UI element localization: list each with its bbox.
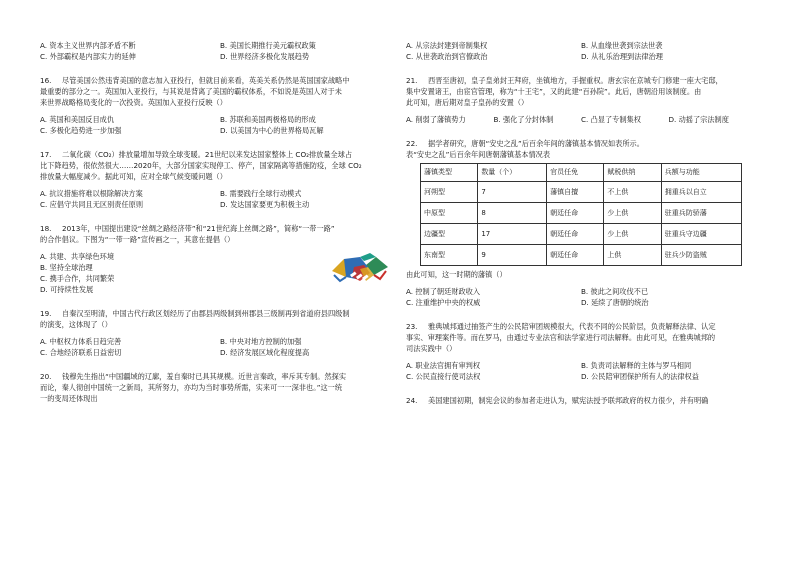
table-cell: 东南型 — [421, 245, 478, 266]
question-stem: 来世界战略格局变化的一次投资。英国加入亚投行反映（） — [40, 98, 227, 107]
table-cell: 朝廷任命 — [547, 224, 604, 245]
table-cell: 不上供 — [604, 182, 661, 203]
table-row — [421, 245, 742, 266]
option-c[interactable]: C. 合地经济联系日益密切 — [40, 348, 122, 357]
option-d[interactable]: D. 以美国为中心的世界格局瓦解 — [220, 126, 324, 135]
question-19 — [40, 308, 400, 330]
table-cell: 17 — [478, 224, 547, 245]
option-c[interactable]: C. 携手合作，共同繁荣 — [40, 274, 115, 283]
table-cell: 上供 — [604, 245, 661, 266]
question-22 — [406, 138, 756, 160]
question-stem: 自秦汉至明清，中国古代行政区划经历了由郡县两级制到州郡县三级制再到省道府县四级制 — [62, 309, 350, 318]
question-number: 18. — [40, 224, 52, 233]
option-c[interactable]: C. 注重维护中央的权威 — [406, 298, 481, 307]
table-cell: 少上供 — [604, 224, 661, 245]
table-header-row — [421, 164, 742, 182]
table-cell: 驻重兵守边疆 — [661, 224, 741, 245]
question-number: 16. — [40, 76, 52, 85]
question-number: 23. — [406, 322, 418, 331]
option-d[interactable]: D. 延续了唐朝的统治 — [581, 298, 649, 307]
question-23 — [406, 321, 756, 354]
question-stem: 由此可知，这一时期的藩镇（） — [406, 270, 507, 279]
question-16 — [40, 75, 400, 108]
question-stem: 一的变局还体现出 — [40, 394, 98, 403]
fanzhen-table — [420, 163, 742, 266]
question-stem: 尽管美国公然违背美国的意志加入亚投行，但就目前来看，英美关系仍然是英国国家战略中 — [62, 76, 350, 85]
option-row — [40, 51, 400, 62]
question-stem: 2013年，中国提出建设“丝绸之路经济带”和“21世纪海上丝绸之路”，简称“一带一路” — [62, 224, 335, 233]
option-c[interactable]: C. 公民直接行使司法权 — [406, 372, 481, 381]
question-stem: 钱穆先生指出“中国疆域的辽廓，羞自秦时已具其规模。近世言秦政，率斥其专制。然探实 — [62, 372, 347, 381]
option-c[interactable]: C. 从世袭政治到官僚政治 — [406, 52, 488, 61]
option-c[interactable]: C. 应倡守共同且无区别责任原则 — [40, 200, 144, 209]
question-number: 22. — [406, 139, 418, 148]
option-c[interactable]: C. 多极化趋势进一步加强 — [40, 126, 122, 135]
option-d[interactable]: D. 动摇了宗法制度 — [668, 115, 729, 124]
option-d[interactable]: D. 公民陪审团保护所有人的法律权益 — [581, 372, 699, 381]
question-stem: 据学者研究，唐朝“安史之乱”后百余年间的藩镇基本情况如表所示。 — [428, 139, 644, 148]
question-stem: 雅典城邦通过抽签产生的公民陪审团规模很大，代表不同的公民阶层，负责解释法律、认定 — [428, 322, 716, 331]
question-stem: 西晋至唐初，皇子皇弟封王拜府，坐镇地方，手握重权。唐玄宗在京城专门修建一座大宅邸， — [428, 76, 723, 85]
table-cell: 驻重兵防骄藩 — [661, 203, 741, 224]
option-a[interactable]: A. 控制了朝廷财政收入 — [406, 287, 481, 296]
option-a[interactable]: A. 职业法官拥有审判权 — [406, 361, 481, 370]
question-stem: 的合作倡议。下图为“一带一路”宣传画之一，其意在提倡（） — [40, 235, 235, 244]
option-a[interactable]: A. 从宗法封建到帝制集权 — [406, 41, 488, 50]
question-stem: 集中安置诸王，由宦官管理，称为“十王宅”，又的此建“百孙院”。此后，唐朝沿用该制度。由 — [406, 87, 702, 96]
option-b[interactable]: B. 需要践行全球行动模式 — [220, 189, 302, 198]
option-d[interactable]: D. 发达国家要更为积极主动 — [220, 200, 310, 209]
question-number: 20. — [40, 372, 52, 381]
table-cell: 朝廷任命 — [547, 245, 604, 266]
option-a[interactable]: A. 抗议措施将难以根除解决方案 — [40, 189, 143, 198]
option-c[interactable]: C. 外部霸权是内部实力的延伸 — [40, 52, 136, 61]
option-a[interactable]: A. 削弱了藩镇势力 — [406, 115, 466, 124]
option-b[interactable]: B. 彼此之间攻伐不已 — [581, 287, 649, 296]
question-number: 17. — [40, 150, 52, 159]
table-header-cell: 兵额与功能 — [661, 164, 741, 182]
table-header-cell: 数量（个） — [478, 164, 547, 182]
table-cell: 边疆型 — [421, 224, 478, 245]
option-b[interactable]: B. 强化了分封体制 — [493, 115, 554, 124]
question-stem: 比下降趋势，很依然很大……2020年，大部分国家实现停工、停产，国家隔离等措施防疫，全球 CO₂ — [40, 161, 362, 170]
table-cell: 少上供 — [604, 203, 661, 224]
option-d[interactable]: D. 从礼乐治理到法律治理 — [581, 52, 663, 61]
question-21 — [406, 75, 756, 108]
question-stem: 美国建国初期，制宪会议的参加者走进认为，赋宪法授予联邦政府的权力很少，并有明确 — [428, 396, 709, 405]
table-cell: 河朔型 — [421, 182, 478, 203]
table-cell: 8 — [478, 203, 547, 224]
question-20 — [40, 371, 400, 404]
question-24 — [406, 395, 756, 406]
question-stem: 排放量大幅度减少。据此可知，应对全球气候变暖问题（） — [40, 172, 227, 181]
question-number: 24. — [406, 396, 418, 405]
question-stem: 最重要的部分之一。英国加入亚投行，与其说是背离了美国的霸权体系，不如说是英国人对于未 — [40, 87, 342, 96]
table-row — [421, 203, 742, 224]
option-b[interactable]: B. 中央对地方控制的加强 — [220, 337, 302, 346]
table-cell: 9 — [478, 245, 547, 266]
question-stem: 的演变，这体现了（） — [40, 320, 112, 329]
table-cell: 7 — [478, 182, 547, 203]
table-header-cell: 赋税供纳 — [604, 164, 661, 182]
right-column — [406, 40, 756, 406]
question-stem: 二氧化碳（CO₂）排放量增加导致全球变暖。21世纪以来发达国家整体上 CO₂排放量全球占 — [62, 150, 353, 159]
option-c[interactable]: C. 凸显了专制集权 — [581, 115, 641, 124]
question-stem: 事实、审理案件等。而在罗马，由通过专业法官和法学家进行司法解释。由此可见，在雅典城邦的 — [406, 333, 716, 342]
table-cell: 中原型 — [421, 203, 478, 224]
belt-and-road-handshake-logo — [330, 245, 390, 293]
option-a[interactable]: A. 中枢权力体系日趋完善 — [40, 337, 122, 346]
table-header-cell: 官员任免 — [547, 164, 604, 182]
question-stem: 而论，秦人彻创中国统一之新局，其所努力，亦均为当时事势所需，实来可一一深非也。”这一统 — [40, 383, 343, 392]
option-b[interactable]: B. 苏联和美国两极格局的形成 — [220, 115, 316, 124]
option-a[interactable]: A. 共建、共享绿色环境 — [40, 252, 115, 261]
option-a[interactable]: A. 资本主义世界内部矛盾不断 — [40, 41, 136, 50]
option-d[interactable]: D. 可持续性发展 — [40, 285, 94, 294]
table-caption: 表“安史之乱”后百余年间唐朝藩镇基本情况表 — [406, 150, 551, 159]
option-b[interactable]: B. 坚持全球治理 — [40, 263, 93, 272]
question-stem: 此可知，唐后期对皇子皇孙的安置（） — [406, 98, 529, 107]
table-cell: 拥重兵以自立 — [661, 182, 741, 203]
table-cell: 朝廷任命 — [547, 203, 604, 224]
table-header-cell: 藩镇类型 — [421, 164, 478, 182]
table-row — [421, 224, 742, 245]
table-row — [421, 182, 742, 203]
option-b[interactable]: B. 美国长期推行美元霸权政策 — [220, 41, 316, 50]
question-18-body — [40, 245, 400, 295]
table-cell: 藩镇自擅 — [547, 182, 604, 203]
option-d[interactable]: D. 世界经济多极化发展趋势 — [220, 52, 310, 61]
question-number: 19. — [40, 309, 52, 318]
option-a[interactable]: A. 英国和美国反目成仇 — [40, 115, 115, 124]
option-b[interactable]: B. 负责司法解释的主体与罗马相同 — [581, 361, 692, 370]
question-17 — [40, 149, 400, 182]
question-number: 21. — [406, 76, 418, 85]
table-cell: 驻兵少防盗贼 — [661, 245, 741, 266]
left-column — [40, 40, 400, 404]
question-stem: 司法实践中（） — [406, 344, 457, 353]
option-d[interactable]: D. 经济发展区域化程度提高 — [220, 348, 310, 357]
option-b[interactable]: B. 从血缘世袭到宗法世袭 — [581, 41, 663, 50]
question-18 — [40, 223, 400, 245]
option-row — [40, 40, 400, 51]
